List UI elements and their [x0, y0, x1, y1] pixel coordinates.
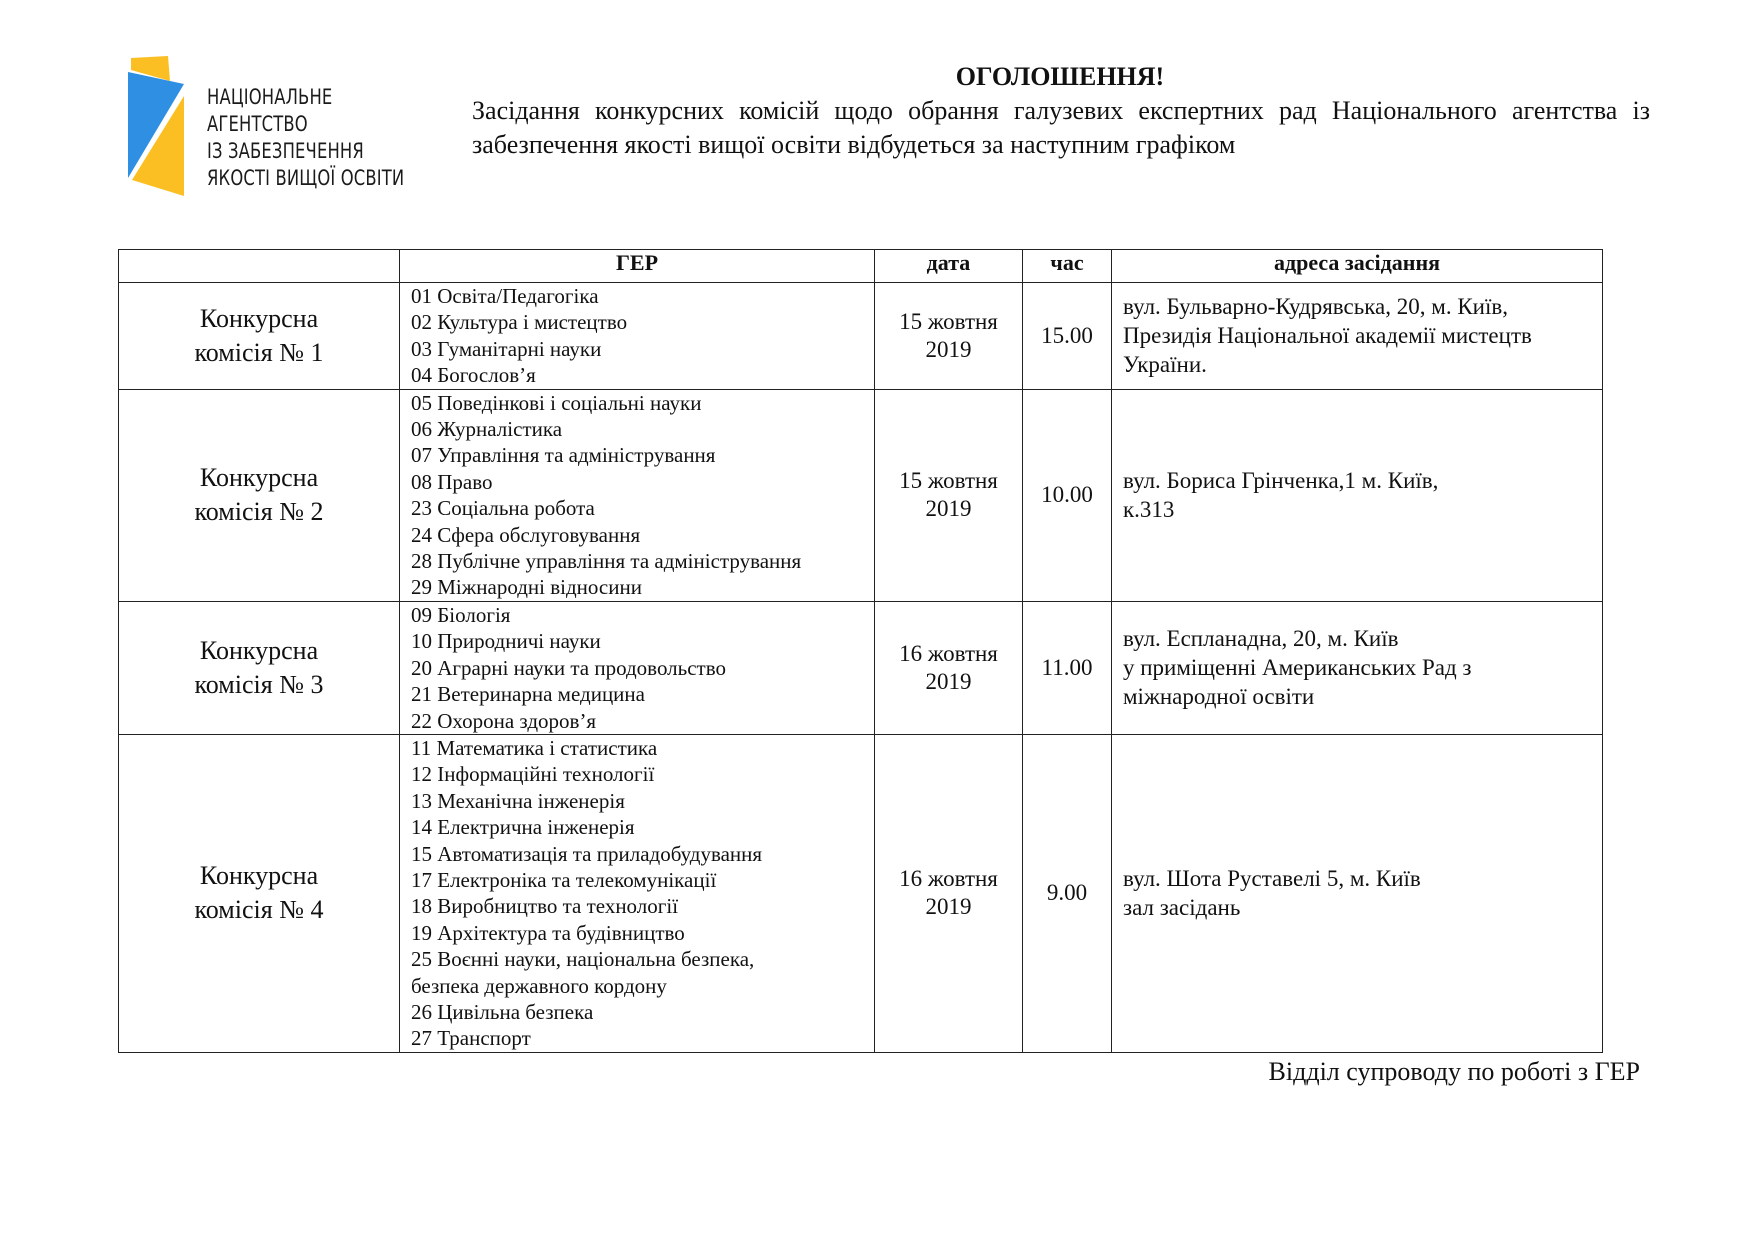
commission-number: комісія № 4	[194, 895, 324, 925]
ger-item: 26 Цивільна безпека	[411, 999, 594, 1024]
ger-list-cell	[400, 601, 875, 734]
ger-item: 13 Механічна інженерія	[411, 788, 625, 813]
ger-item: 03 Гуманітарні науки	[411, 336, 602, 361]
address-line: к.313	[1123, 497, 1175, 523]
date-cell	[875, 734, 1023, 1052]
commission-label: Конкурсна	[199, 303, 319, 333]
ger-item: 23 Соціальна робота	[411, 496, 595, 521]
address-cell	[1112, 734, 1603, 1052]
date-day-month: 15 жовтня	[899, 468, 998, 494]
ger-item: 05 Поведінкові і соціальні науки	[411, 390, 702, 415]
announcement-heading: ОГОЛОШЕННЯ!	[955, 62, 1165, 91]
address-line: вул. Бульварно-Кудрявська, 20, м. Київ,	[1123, 294, 1508, 320]
ger-item: 19 Архітектура та будівництво	[411, 920, 685, 945]
time-cell: 15.00	[1023, 283, 1112, 390]
table-row	[119, 734, 1603, 1052]
header-time: час	[1023, 250, 1112, 283]
commission-number: комісія № 1	[194, 337, 324, 367]
date-year: 2019	[925, 894, 972, 920]
address-cell	[1112, 283, 1603, 390]
ger-item: 10 Природничі науки	[411, 629, 601, 654]
ger-item: 24 Сфера обслуговування	[411, 522, 641, 547]
ger-item: 06 Журналістика	[411, 417, 563, 442]
ger-item: 20 Аграрні науки та продовольство	[411, 655, 726, 680]
ger-list-cell	[400, 389, 875, 601]
commission-cell	[119, 601, 400, 734]
department-signature: Відділ супроводу по роботі з ГЕР	[1268, 1057, 1640, 1086]
ger-item: 04 Богослов’я	[411, 363, 536, 388]
schedule-table	[118, 249, 1603, 1053]
address-cell	[1112, 601, 1603, 734]
ger-item: 25 Воєнні науки, національна безпека,	[411, 947, 755, 972]
ger-item: 15 Автоматизація та приладобудування	[411, 841, 763, 866]
address-line: вул. Еспланадна, 20, м. Київ	[1123, 626, 1399, 652]
agency-logo	[128, 56, 408, 201]
ger-item: 02 Культура і мистецтво	[411, 310, 628, 335]
table-row	[119, 283, 1603, 390]
ger-item: 08 Право	[411, 469, 493, 494]
commission-cell	[119, 389, 400, 601]
agency-name	[207, 84, 404, 192]
table-row	[119, 601, 1603, 734]
agency-name-line-3: ІЗ ЗАБЕЗПЕЧЕННЯ	[207, 139, 364, 163]
ger-list-cell	[400, 283, 875, 390]
ger-item: 17 Електроніка та телекомунікації	[411, 867, 717, 892]
commission-cell	[119, 734, 400, 1052]
address-line: вул. Бориса Грінченка,1 м. Київ,	[1123, 468, 1439, 494]
time-cell: 10.00	[1023, 389, 1112, 601]
ger-item: 21 Ветеринарна медицина	[411, 682, 645, 707]
time-cell: 11.00	[1023, 601, 1112, 734]
date-cell	[875, 601, 1023, 734]
header-date: дата	[875, 250, 1023, 283]
commission-cell	[119, 283, 400, 390]
ger-item: безпека державного кордону	[411, 973, 667, 998]
ger-item: 28 Публічне управління та адміністрування	[411, 549, 802, 574]
agency-name-line-1: НАЦІОНАЛЬНЕ	[207, 85, 333, 109]
ger-item: 01 Освіта/Педагогіка	[411, 284, 599, 308]
date-year: 2019	[925, 496, 972, 522]
ger-item: 22 Охорона здоров’я	[411, 708, 597, 733]
address-line: зал засідань	[1123, 895, 1241, 921]
address-line: вул. Шота Руставелі 5, м. Київ	[1123, 866, 1421, 892]
address-line: Президія Національної академії мистецтв	[1123, 323, 1532, 349]
date-day-month: 16 жовтня	[899, 640, 998, 666]
date-year: 2019	[925, 336, 972, 362]
agency-name-line-2: АГЕНТСТВО	[207, 112, 308, 136]
address-cell	[1112, 389, 1603, 601]
address-line: міжнародної освіти	[1123, 684, 1315, 710]
ger-item: 27 Транспорт	[411, 1026, 531, 1051]
ger-item: 09 Біологія	[411, 602, 511, 627]
commission-number: комісія № 3	[194, 669, 324, 699]
address-line: України.	[1123, 352, 1207, 378]
ger-item: 12 Інформаційні технології	[411, 762, 655, 787]
address-line: у приміщенні Американських Рад з	[1123, 655, 1472, 681]
header-ger: ГЕР	[400, 250, 875, 283]
ger-item: 11 Математика і статистика	[411, 735, 658, 760]
header-commission	[119, 250, 400, 283]
agency-logo-icon	[128, 56, 200, 196]
commission-label: Конкурсна	[199, 635, 319, 665]
ger-item: 18 Виробництво та технології	[411, 894, 679, 919]
time-cell: 9.00	[1023, 734, 1112, 1052]
table-row	[119, 389, 1603, 601]
commission-number: комісія № 2	[194, 497, 324, 527]
agency-name-line-4: ЯКОСТІ ВИЩОЇ ОСВІТИ	[207, 166, 405, 190]
ger-item: 07 Управління та адміністрування	[411, 443, 716, 468]
date-day-month: 15 жовтня	[899, 308, 998, 334]
ger-item: 29 Міжнародні відносини	[411, 575, 642, 600]
header-address: адреса засідання	[1112, 250, 1603, 283]
date-day-month: 16 жовтня	[899, 866, 998, 892]
table-header-row	[119, 250, 1603, 283]
commission-label: Конкурсна	[199, 463, 319, 493]
date-cell	[875, 389, 1023, 601]
date-cell	[875, 283, 1023, 390]
announcement-intro: Засідання конкурсних комісій щодо обрання галузевих експертних рад Національного агентства із забезпечення якості вищої освіти відбудеться за наступним графіком	[472, 96, 1650, 159]
ger-item: 14 Електрична інженерія	[411, 815, 635, 840]
date-year: 2019	[925, 668, 972, 694]
ger-list-cell	[400, 734, 875, 1052]
commission-label: Конкурсна	[199, 861, 319, 891]
